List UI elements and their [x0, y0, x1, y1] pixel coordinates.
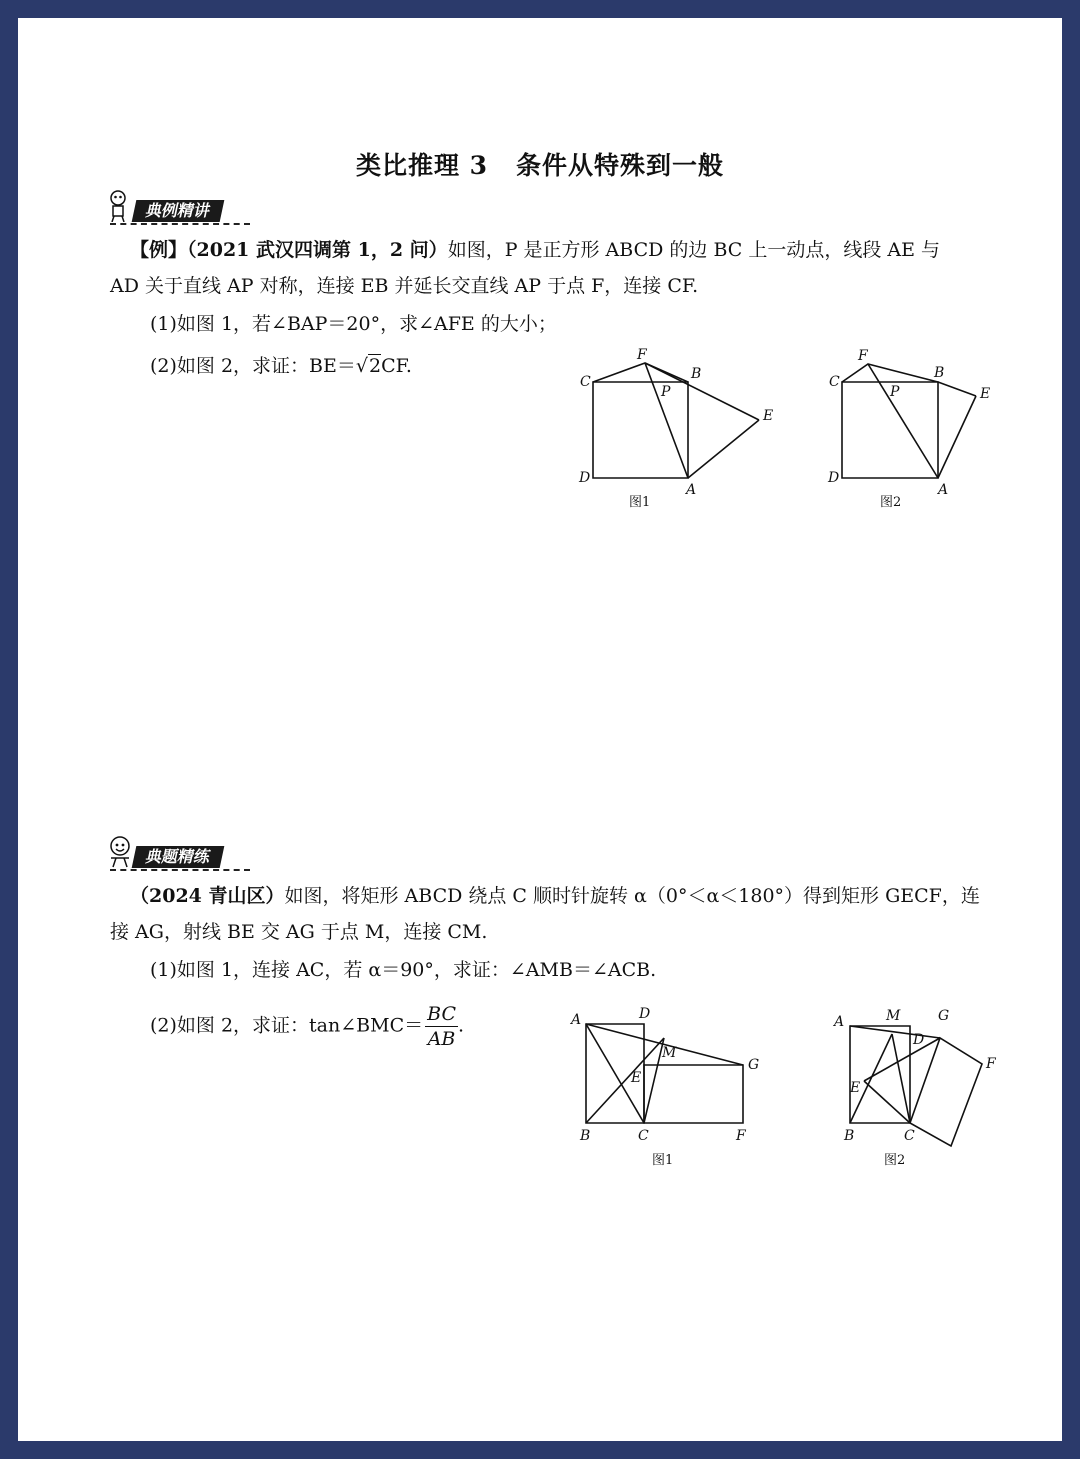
example-stem-line1: 如图，P 是正方形 ABCD 的边 BC 上一动点，线段 AE 与	[447, 239, 941, 261]
example-stem-line2: AD 关于直线 AP 对称，连接 EB 并延长交直线 AP 于点 F，连接 CF.	[110, 275, 699, 297]
line-fa	[645, 363, 688, 478]
figure-caption: 图2	[880, 495, 902, 510]
label-F: F	[986, 1056, 996, 1072]
banner-label: 典题精练	[132, 846, 225, 868]
sqrt-radicand: 2	[368, 355, 382, 377]
segment-ae	[938, 396, 976, 478]
example-question-2	[150, 348, 412, 384]
label-A: A	[938, 482, 949, 498]
label-D: D	[913, 1032, 925, 1048]
figure-caption: 图1	[652, 1153, 674, 1168]
example-figure-1	[573, 348, 793, 513]
label-D: D	[828, 470, 840, 486]
figure-caption: 图1	[629, 495, 651, 510]
segment-be	[938, 382, 976, 396]
practice-question-2	[150, 1002, 464, 1051]
label-A: A	[834, 1014, 845, 1030]
example-source: （2021 武汉四调第 1，2 问）	[187, 239, 448, 261]
label-A: A	[571, 1012, 582, 1028]
line-fa	[868, 364, 938, 478]
sqrt-sign: √	[355, 355, 368, 377]
label-C: C	[829, 374, 840, 390]
example-question-1: (1)如图 1，若∠BAP＝20°，求∠AFE 的大小；	[150, 313, 557, 335]
label-M: M	[662, 1045, 677, 1061]
segments-cf-fb	[842, 364, 938, 382]
example-stem	[110, 232, 990, 304]
title-main: 类比推理 3	[355, 151, 489, 180]
title-sub: 条件从特殊到一般	[516, 151, 725, 180]
label-E: E	[631, 1070, 642, 1086]
q2-prefix: (2)如图 2，求证：BE＝	[150, 355, 356, 377]
label-D: D	[639, 1006, 651, 1022]
label-G: G	[938, 1008, 950, 1024]
label-P: P	[661, 384, 671, 400]
label-B: B	[844, 1128, 855, 1144]
mascot-icon	[106, 834, 136, 868]
segment-cm	[644, 1038, 664, 1123]
label-F: F	[637, 347, 647, 363]
q2-prefix: (2)如图 2，求证：tan∠BMC＝	[150, 1014, 424, 1037]
example-tag: 【例】	[130, 239, 188, 261]
label-C: C	[638, 1128, 649, 1144]
page-title	[18, 146, 1062, 182]
practice-figure-1	[566, 1006, 796, 1171]
example-figure-2	[826, 348, 1026, 513]
label-B: B	[580, 1128, 591, 1144]
ray-be	[586, 1038, 664, 1123]
practice-stem-line1: 如图，将矩形 ABCD 绕点 C 顺时针旋转 α（0°＜α＜180°）得到矩形 GECF，连	[284, 885, 980, 907]
label-B: B	[691, 366, 702, 382]
mascot-icon	[106, 188, 132, 222]
label-D: D	[579, 470, 591, 486]
label-E: E	[763, 408, 774, 424]
label-E: E	[850, 1080, 861, 1096]
ray-be	[850, 1034, 892, 1123]
fraction-denominator: AB	[427, 1028, 456, 1050]
segment-eg	[864, 1038, 940, 1081]
label-M: M	[886, 1008, 901, 1024]
practice-stem	[110, 878, 990, 950]
square-abcd	[593, 382, 688, 478]
worksheet-page	[18, 18, 1062, 1441]
label-P: P	[890, 384, 900, 400]
section-banner-examples	[110, 196, 270, 226]
section-banner-practice	[110, 842, 270, 872]
q2-suffix: CF.	[381, 355, 412, 377]
label-F: F	[858, 348, 868, 364]
label-A: A	[686, 482, 697, 498]
practice-question-1: (1)如图 1，连接 AC，若 α＝90°，求证：∠AMB＝∠ACB.	[150, 959, 657, 981]
segments-cf-fb	[593, 363, 688, 382]
label-G: G	[748, 1057, 760, 1073]
practice-figure-2	[830, 1006, 1040, 1171]
fraction	[425, 1002, 458, 1051]
banner-label: 典例精讲	[132, 200, 225, 222]
label-F: F	[736, 1128, 746, 1144]
fraction-numerator: BC	[427, 1003, 456, 1025]
segment-ae	[688, 420, 759, 478]
label-C: C	[904, 1128, 915, 1144]
figure-caption: 图2	[884, 1153, 906, 1168]
label-B: B	[934, 365, 945, 381]
segment-ag	[850, 1026, 940, 1038]
practice-source: （2024 青山区）	[130, 885, 285, 907]
rectangle-gecf	[644, 1065, 743, 1123]
rectangle-gecf-partial	[910, 1038, 982, 1146]
q2-suffix: .	[457, 1014, 465, 1037]
practice-stem-line2: 接 AG，射线 BE 交 AG 于点 M，连接 CM.	[110, 921, 488, 943]
label-C: C	[580, 374, 591, 390]
label-E: E	[980, 386, 991, 402]
